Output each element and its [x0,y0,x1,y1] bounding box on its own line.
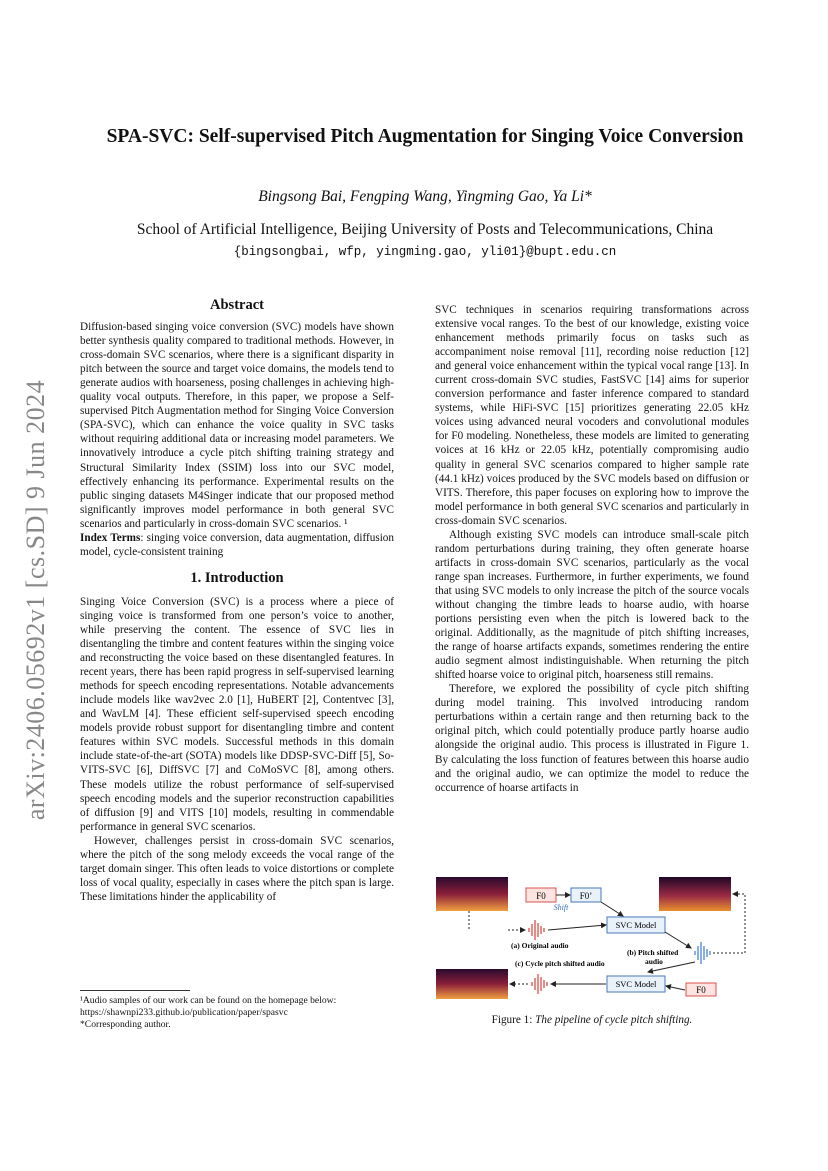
intro-paragraph-2: However, challenges persist in cross-domain SVC scenarios, where the pitch of the song melody exceeds the vocal range of the target domain singer. This often leads to voice distortions or complete loss of vocal quality, especially in cases where the pitch span is large. These limitations hinder the applicability of [80,834,394,903]
footnote-divider [80,990,190,991]
footnote-2: *Corresponding author. [80,1018,171,1030]
author-list: Bingsong Bai, Fengping Wang, Yingming Gao, Ya Li* [258,188,592,205]
pitch-shifted-waveform [695,942,710,964]
figure-1-pipeline [433,872,773,1007]
introduction-heading: 1. Introduction [190,569,284,586]
cycle-shifted-waveform [532,974,547,994]
intro-paragraph-1: Singing Voice Conversion (SVC) is a process where a piece of singing voice is transformed from one person’s voice to another, while preserving the content. The essence of SVC lies in disentangling the timbre and content features within the singing voice and reconstructing the voice based on these disentangled features. In recent years, there has been rapid progress in self-supervised learning methods for speech encoding representations. Notable advancements include models like wav2vec 2.0 [1], HuBERT [2], Contentvec [3], and WavLM [4]. These efficient self-supervised speech encoding models provide robust support for disentangling timbre and content features within SVC models. Successful methods in this domain include state-of-the-art (SOTA) models like DDSP-SVC-Diff [5], So-VITS-SVC [6], DiffSVC [7] and CoMoSVC [8], among others. These models utilize the robust performance of self-supervised speech encoding models and the superior reconstruction capabilities of diffusion [9] and VITS [10] models, resulting in commendable performance in general SVC scenarios. [80,595,394,833]
f0-label: F0 [536,891,546,901]
original-spectrogram [436,877,508,911]
cycle-spectrogram [436,969,508,999]
shift-label: Shift [553,903,569,912]
label-cycle-shifted-audio: (c) Cycle pitch shifted audio [515,959,605,968]
abstract-text: Diffusion-based singing voice conversion (SVC) models have shown better synthesis quality compared to traditional methods. However, in cross-domain SVC scenarios, where there is a significant disparity in pitch between the source and target voice domains, the models tend to generate audios with hoarseness, posing challenges in achieving high-quality vocal outputs. Therefore, in this paper, we propose a Self-supervised Pitch Augmentation method for Singing Voice Conversion (SPA-SVC), which can enhance the voice quality in SVC tasks without requiring additional data or increasing model parameters. We innovatively introduce a cycle pitch shifting training strategy and Structural Similarity Index (SSIM) loss into our SVC model, effectively enhancing its performance. Experimental results on the public singing datasets M4Singer indicate that our proposed method significantly improves model performance in both general SVC scenarios and particularly in cross-domain SVC scenarios. ¹ [80,321,394,530]
label-pitch-shifted-line2: audio [645,957,663,966]
label-original-audio: (a) Original audio [511,941,569,950]
intro-paragraph-4: Although existing SVC models can introduce small-scale pitch random perturbations during training, they often generate hoarse artifacts in cross-domain SVC scenarios, particularly as the vocal range span increases. Furthermore, in further experiments, we found that using SVC models to only increase the pitch of the source vocals without changing the timbre leads to hoarse audio, with hoarse portions persisting even when the pitch is lowered back to the original. Additionally, as the magnitude of pitch shifting increases, the range of hoarse artifacts expands, sometimes rendering the entire audio segment almost indistinguishable. When returning the pitch shifted hoarse voice to original pitch, hoarseness still remains. [435,528,749,682]
index-terms-text: : singing voice conversion, data augmentation, diffusion model, cycle-consistent training [80,531,394,558]
f0-to-model-bottom-arrow [666,986,685,990]
footnotes [80,995,400,1030]
f0-label-bottom: F0 [696,985,706,995]
intro-paragraph-5: Therefore, we explored the possibility of cycle pitch shifting during model training. This involved introducing random perturbations within a certain range and then returning back to the original pitch, which could potentially produce partly hoarse audio alongside the original audio. This process is illustrated in Figure 1. By calculating the loss function of features between this hoarse audio and the original audio, we can optimize the model to reduce the occurrence of hoarse artifacts in [435,683,749,794]
footnote-1: ¹Audio samples of our work can be found on the homepage below: https://shawnpi233.github.io/publication/paper/spasvc [80,995,337,1018]
svc-model-label-top: SVC Model [615,920,657,930]
index-terms-label: Index Terms [80,531,141,544]
wave-to-model-arrow [548,925,606,930]
figure-1-caption [435,1014,749,1026]
pipeline-diagram [433,872,773,1007]
author-emails: {bingsongbai, wfp, yingming.gao, yli01}@bupt.edu.cn [233,245,617,259]
f0-to-model-arrow [601,902,623,916]
svc-model-label-bottom: SVC Model [615,979,657,989]
left-column [80,298,394,904]
intro-paragraph-3: SVC techniques in scenarios requiring transformations across extensive vocal ranges. To the best of our knowledge, existing voice enhancement methods primarily focus on tasks such as accompaniment noise removal [11], recording noise reduction [12] and general voice enhancement within the typical vocal range [13]. In current cross-domain SVC studies, FastSVC [14] aims for superior conversion performance and faster inference compared to standard systems, while HiFi-SVC [15] prioritizes generating 22.05 kHz voices using advanced neural vocoders and convolutional modules for F0 modeling. Nonetheless, these models are limited to generating voices at 16 kHz or 22.05 kHz, potentially compromising audio quality in general SVC scenarios compared to higher sample rate (44.1 kHz) voices produced by the SVC models based on diffusion or VITS. Therefore, this paper focuses on exploring how to improve the model performance in both general SVC scenarios and particularly in cross-domain SVC scenarios. [435,304,749,527]
model-to-shifted-arrow [665,932,691,948]
abstract-heading: Abstract [210,297,264,313]
label-pitch-shifted-line1: (b) Pitch shifted [627,948,679,957]
caption-text: The pipeline of cycle pitch shifting. [535,1014,693,1026]
shifted-spectrogram [659,877,731,911]
right-column [435,303,749,795]
affiliation: School of Artificial Intelligence, Beijing University of Posts and Telecommunications, China [136,221,714,238]
caption-label: Figure 1: [491,1014,536,1026]
index-terms [80,531,394,559]
arxiv-watermark [8,360,64,840]
paper-title: SPA-SVC: Self-supervised Pitch Augmentation for Singing Voice Conversion [106,126,744,147]
original-waveform [529,920,544,940]
arxiv-watermark-text: arXiv:2406.05692v1 [cs.SD] 9 Jun 2024 [21,379,51,821]
f0-shifted-label: F0’ [579,891,593,901]
